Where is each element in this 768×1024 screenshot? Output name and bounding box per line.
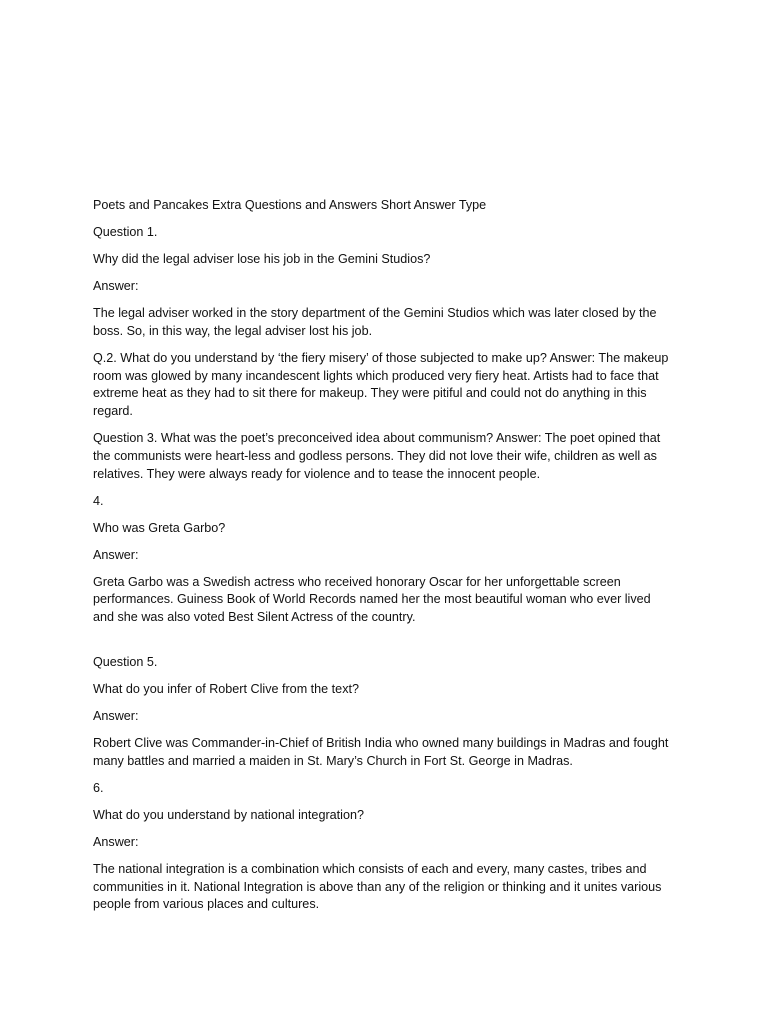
question-5-label: Question 5. [93, 655, 158, 670]
question-1-label: Question 1. [93, 224, 158, 239]
question-4-label: 4. [93, 493, 104, 508]
question-2-paragraph: Q.2. What do you understand by ‘the fiery misery’ of those subjected to make up? Answer: The makeup room was glowed by many incandescent lights which produced very fiery heat. Artists had to face that extreme heat as they had to sit there for makeup. They were pitiful and could not do anything in this regard. [93, 350, 669, 419]
document-body [93, 197, 673, 923]
answer-1-label: Answer: [93, 278, 139, 293]
question-1-text: Why did the legal adviser lose his job in the Gemini Studios? [93, 251, 431, 266]
question-5-text: What do you infer of Robert Clive from the text? [93, 682, 359, 696]
question-6-text: What do you understand by national integration? [93, 807, 364, 822]
answer-5-text: Robert Clive was Commander-in-Chief of British India who owned many buildings in Madras and fought many battles and married a maiden in St. Mary’s Church in Fort St. George in Madras. [93, 735, 669, 768]
document-title: Poets and Pancakes Extra Questions and Answers Short Answer Type [93, 198, 487, 212]
question-4-text: Who was Greta Garbo? [93, 520, 226, 535]
answer-4-text: Greta Garbo was a Swedish actress who received honorary Oscar for her unforgettable screen performances. Guiness Book of World Records named her the most beautiful woman who ever lived and she was also voted Best Silent Actress of the country. [93, 574, 651, 625]
answer-5-label: Answer: [93, 708, 139, 723]
answer-6-label: Answer: [93, 834, 139, 849]
answer-6-text: The national integration is a combination which consists of each and every, many castes, tribes and communities in it. National Integration is above than any of the religion or thinking and it unites various people from various places and cultures. [93, 861, 662, 912]
question-3-paragraph: Question 3. What was the poet’s preconceived idea about communism? Answer: The poet opined that the communists were heart-less and godless persons. They did not love their wife, children as well as relatives. They were always ready for violence and to tease the innocent people. [93, 431, 661, 481]
answer-1-text: The legal adviser worked in the story department of the Gemini Studios which was later closed by the boss. So, in this way, the legal adviser lost his job. [93, 305, 657, 338]
answer-4-label: Answer: [93, 547, 139, 562]
question-6-label: 6. [93, 780, 104, 795]
